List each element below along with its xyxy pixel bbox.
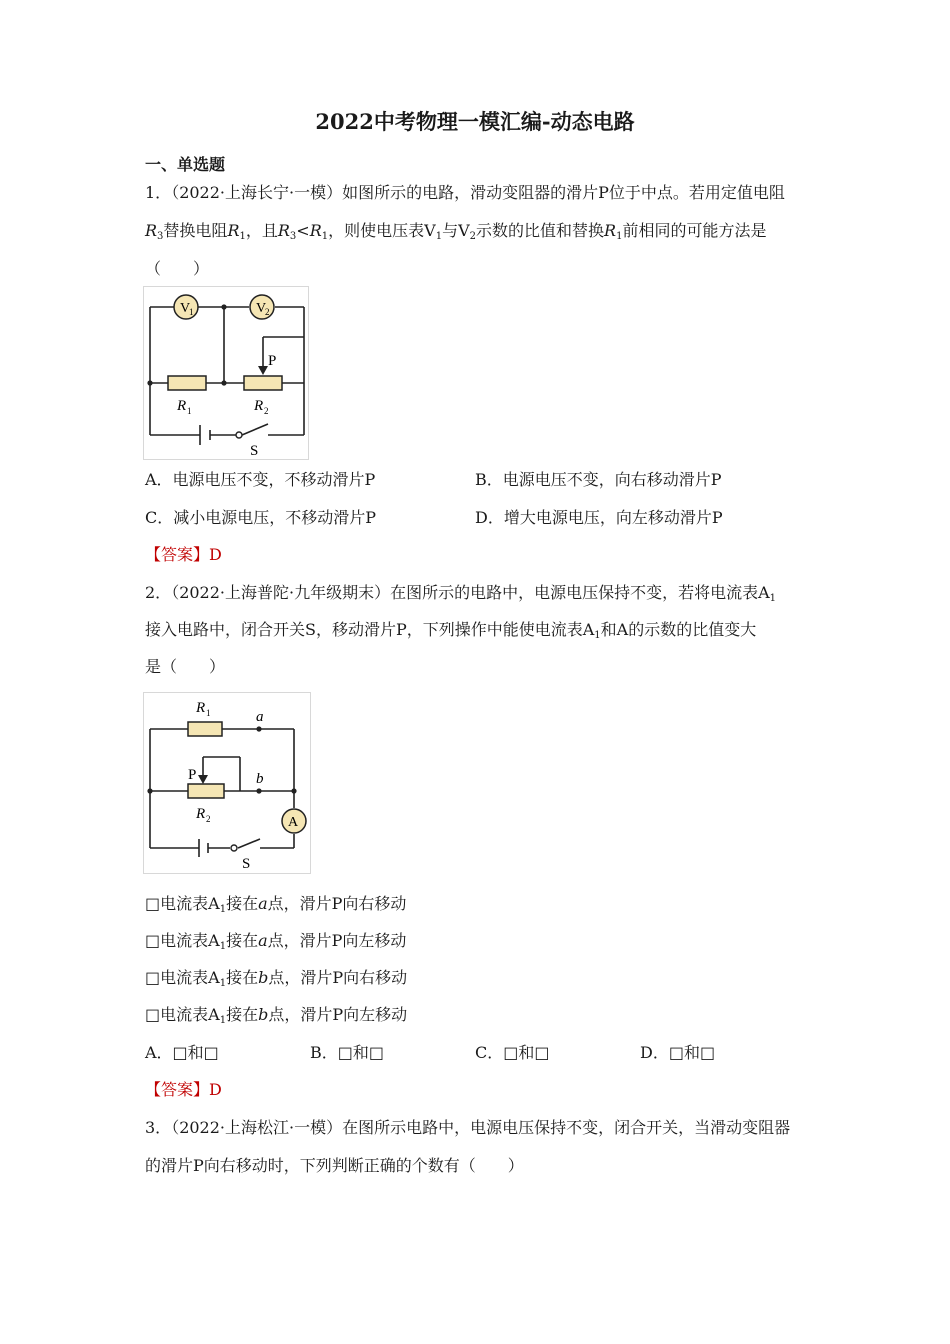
sub-1: 1 bbox=[239, 231, 246, 242]
q1-option-a[interactable]: A．电源电压不变，不移动滑片P bbox=[145, 470, 376, 489]
slider-p-arrow bbox=[198, 775, 208, 784]
q2-option-b[interactable]: B．□和□ bbox=[310, 1043, 384, 1062]
resistor-r1 bbox=[188, 722, 222, 736]
q1-l2e: 示数的比值和替换 bbox=[476, 221, 605, 240]
label-sub: 2 bbox=[265, 307, 270, 317]
sub-1: 1 bbox=[219, 941, 227, 952]
item-post: 点，滑片P向左移动 bbox=[268, 1005, 408, 1024]
label-s: S bbox=[242, 856, 251, 872]
item-point: b bbox=[258, 968, 269, 987]
q3-text1: 在图所示电路中，电源电压保持不变，闭合开关，当滑动变阻器 bbox=[342, 1118, 791, 1137]
q2-source: （2022·上海普陀·九年级期末） bbox=[171, 583, 391, 602]
label-v: V bbox=[256, 301, 267, 316]
label-sub: 1 bbox=[206, 708, 211, 718]
q2-line3: 是（ ） bbox=[145, 657, 226, 676]
sub-1: 1 bbox=[219, 978, 227, 989]
label-sub: 1 bbox=[187, 406, 192, 416]
answer-label: 【答案】 bbox=[145, 1080, 210, 1099]
q1-circuit-figure bbox=[143, 286, 309, 460]
item-post: 点，滑片P向右移动 bbox=[267, 894, 407, 913]
q2-item-3 bbox=[145, 967, 407, 995]
q1-l2a: 替换电阻 bbox=[163, 221, 228, 240]
q2-number: 2． bbox=[145, 583, 172, 602]
label-s: S bbox=[250, 443, 259, 459]
q1-option-c[interactable]: C．减小电源电压，不移动滑片P bbox=[145, 508, 377, 527]
answer-label: 【答案】 bbox=[145, 545, 210, 564]
q2-item-2 bbox=[145, 930, 406, 958]
q3-source: （2022·上海松江·一模） bbox=[171, 1118, 343, 1137]
q1-l2c: ，则使电压表V bbox=[328, 221, 436, 240]
symbol-r: R bbox=[604, 221, 617, 240]
q1-line2 bbox=[145, 220, 766, 248]
item-mid: 接在 bbox=[226, 894, 259, 913]
item-mid: 接在 bbox=[226, 931, 259, 950]
label-b-point: b bbox=[256, 771, 264, 787]
item-pre: □电流表A bbox=[145, 931, 220, 950]
q2-text1: 在图所示的电路中，电源电压保持不变，若将电流表A bbox=[390, 583, 770, 602]
sub-1: 1 bbox=[594, 630, 601, 641]
sub-3: 3 bbox=[289, 231, 297, 242]
item-post: 点，滑片P向左移动 bbox=[267, 931, 407, 950]
rheostat-r2 bbox=[244, 376, 282, 390]
q2-line1 bbox=[145, 582, 776, 610]
q3-line2: 的滑片P向右移动时，下列判断正确的个数有（ ） bbox=[145, 1156, 524, 1175]
page-title: 2022中考物理一模汇编-动态电路 bbox=[315, 109, 635, 134]
section-heading: 一、单选题 bbox=[145, 155, 226, 174]
q1-source: （2022·上海长宁·一模） bbox=[171, 183, 343, 202]
item-pre: □电流表A bbox=[145, 1005, 220, 1024]
item-point: a bbox=[258, 931, 268, 950]
q3-number: 3． bbox=[145, 1118, 172, 1137]
q2-option-c[interactable]: C．□和□ bbox=[475, 1043, 550, 1062]
sub-1: 1 bbox=[219, 904, 227, 915]
q1-option-b[interactable]: B．电源电压不变，向右移动滑片P bbox=[475, 470, 722, 489]
answer-value: D bbox=[209, 545, 222, 564]
symbol-r: R bbox=[277, 221, 290, 240]
q2-text2: 接入电路中，闭合开关S，移动滑片P，下列操作中能使电流表A bbox=[145, 620, 595, 639]
sub-1: 1 bbox=[321, 231, 329, 242]
item-pre: □电流表A bbox=[145, 968, 220, 987]
q2-option-a[interactable]: A．□和□ bbox=[145, 1043, 219, 1062]
q1-line1 bbox=[145, 182, 785, 204]
answer-value: D bbox=[209, 1080, 222, 1099]
sub-3: 3 bbox=[157, 231, 164, 242]
q1-number: 1． bbox=[145, 183, 172, 202]
label-r: R bbox=[254, 398, 264, 414]
q1-l2d: 与V bbox=[442, 221, 470, 240]
q2-item-1 bbox=[145, 893, 406, 921]
label-p: P bbox=[268, 353, 277, 369]
q2-text2b: 和A的示数的比值变大 bbox=[600, 620, 757, 639]
sub-2: 2 bbox=[469, 231, 476, 242]
label-sub: 2 bbox=[264, 406, 269, 416]
q1-option-d[interactable]: D．增大电源电压，向左移动滑片P bbox=[475, 508, 723, 527]
sub-1: 1 bbox=[769, 593, 777, 604]
symbol-r: R bbox=[145, 221, 158, 240]
sub-1: 1 bbox=[435, 231, 443, 242]
q2-option-d[interactable]: D．□和□ bbox=[640, 1043, 716, 1062]
item-post: 点，滑片P向右移动 bbox=[268, 968, 408, 987]
item-mid: 接在 bbox=[226, 968, 259, 987]
label-p: P bbox=[188, 767, 197, 783]
q2-line2 bbox=[145, 619, 756, 647]
label-v: V bbox=[180, 301, 191, 316]
label-a: A bbox=[288, 815, 299, 830]
item-pre: □电流表A bbox=[145, 894, 220, 913]
item-mid: 接在 bbox=[226, 1005, 259, 1024]
q1-text1: 如图所示的电路，滑动变阻器的滑片P位于中点。若用定值电阻 bbox=[342, 183, 785, 202]
symbol-r: R bbox=[227, 221, 240, 240]
q3-line1 bbox=[145, 1117, 790, 1139]
sub-1: 1 bbox=[219, 1015, 227, 1026]
label-a-point: a bbox=[256, 709, 264, 725]
label-sub: 2 bbox=[206, 814, 211, 824]
item-point: a bbox=[258, 894, 268, 913]
q1-l2b: ，且 bbox=[245, 221, 278, 240]
q2-answer bbox=[145, 1079, 222, 1101]
q1-lt: < bbox=[296, 221, 310, 240]
label-sub: 1 bbox=[189, 307, 194, 317]
sub-1: 1 bbox=[616, 231, 623, 242]
q1-paren: （ ） bbox=[145, 259, 210, 278]
rheostat-r2 bbox=[188, 784, 224, 798]
label-r: R bbox=[177, 398, 187, 414]
item-point: b bbox=[258, 1005, 269, 1024]
q2-item-4 bbox=[145, 1004, 407, 1032]
q2-circuit-figure bbox=[143, 692, 311, 874]
q1-answer bbox=[145, 544, 222, 566]
q1-l2f: 前相同的可能方法是 bbox=[622, 221, 767, 240]
symbol-r: R bbox=[309, 221, 322, 240]
label-r: R bbox=[196, 700, 206, 716]
slider-p-arrow bbox=[258, 366, 268, 375]
resistor-r1 bbox=[168, 376, 206, 390]
label-r: R bbox=[196, 806, 206, 822]
